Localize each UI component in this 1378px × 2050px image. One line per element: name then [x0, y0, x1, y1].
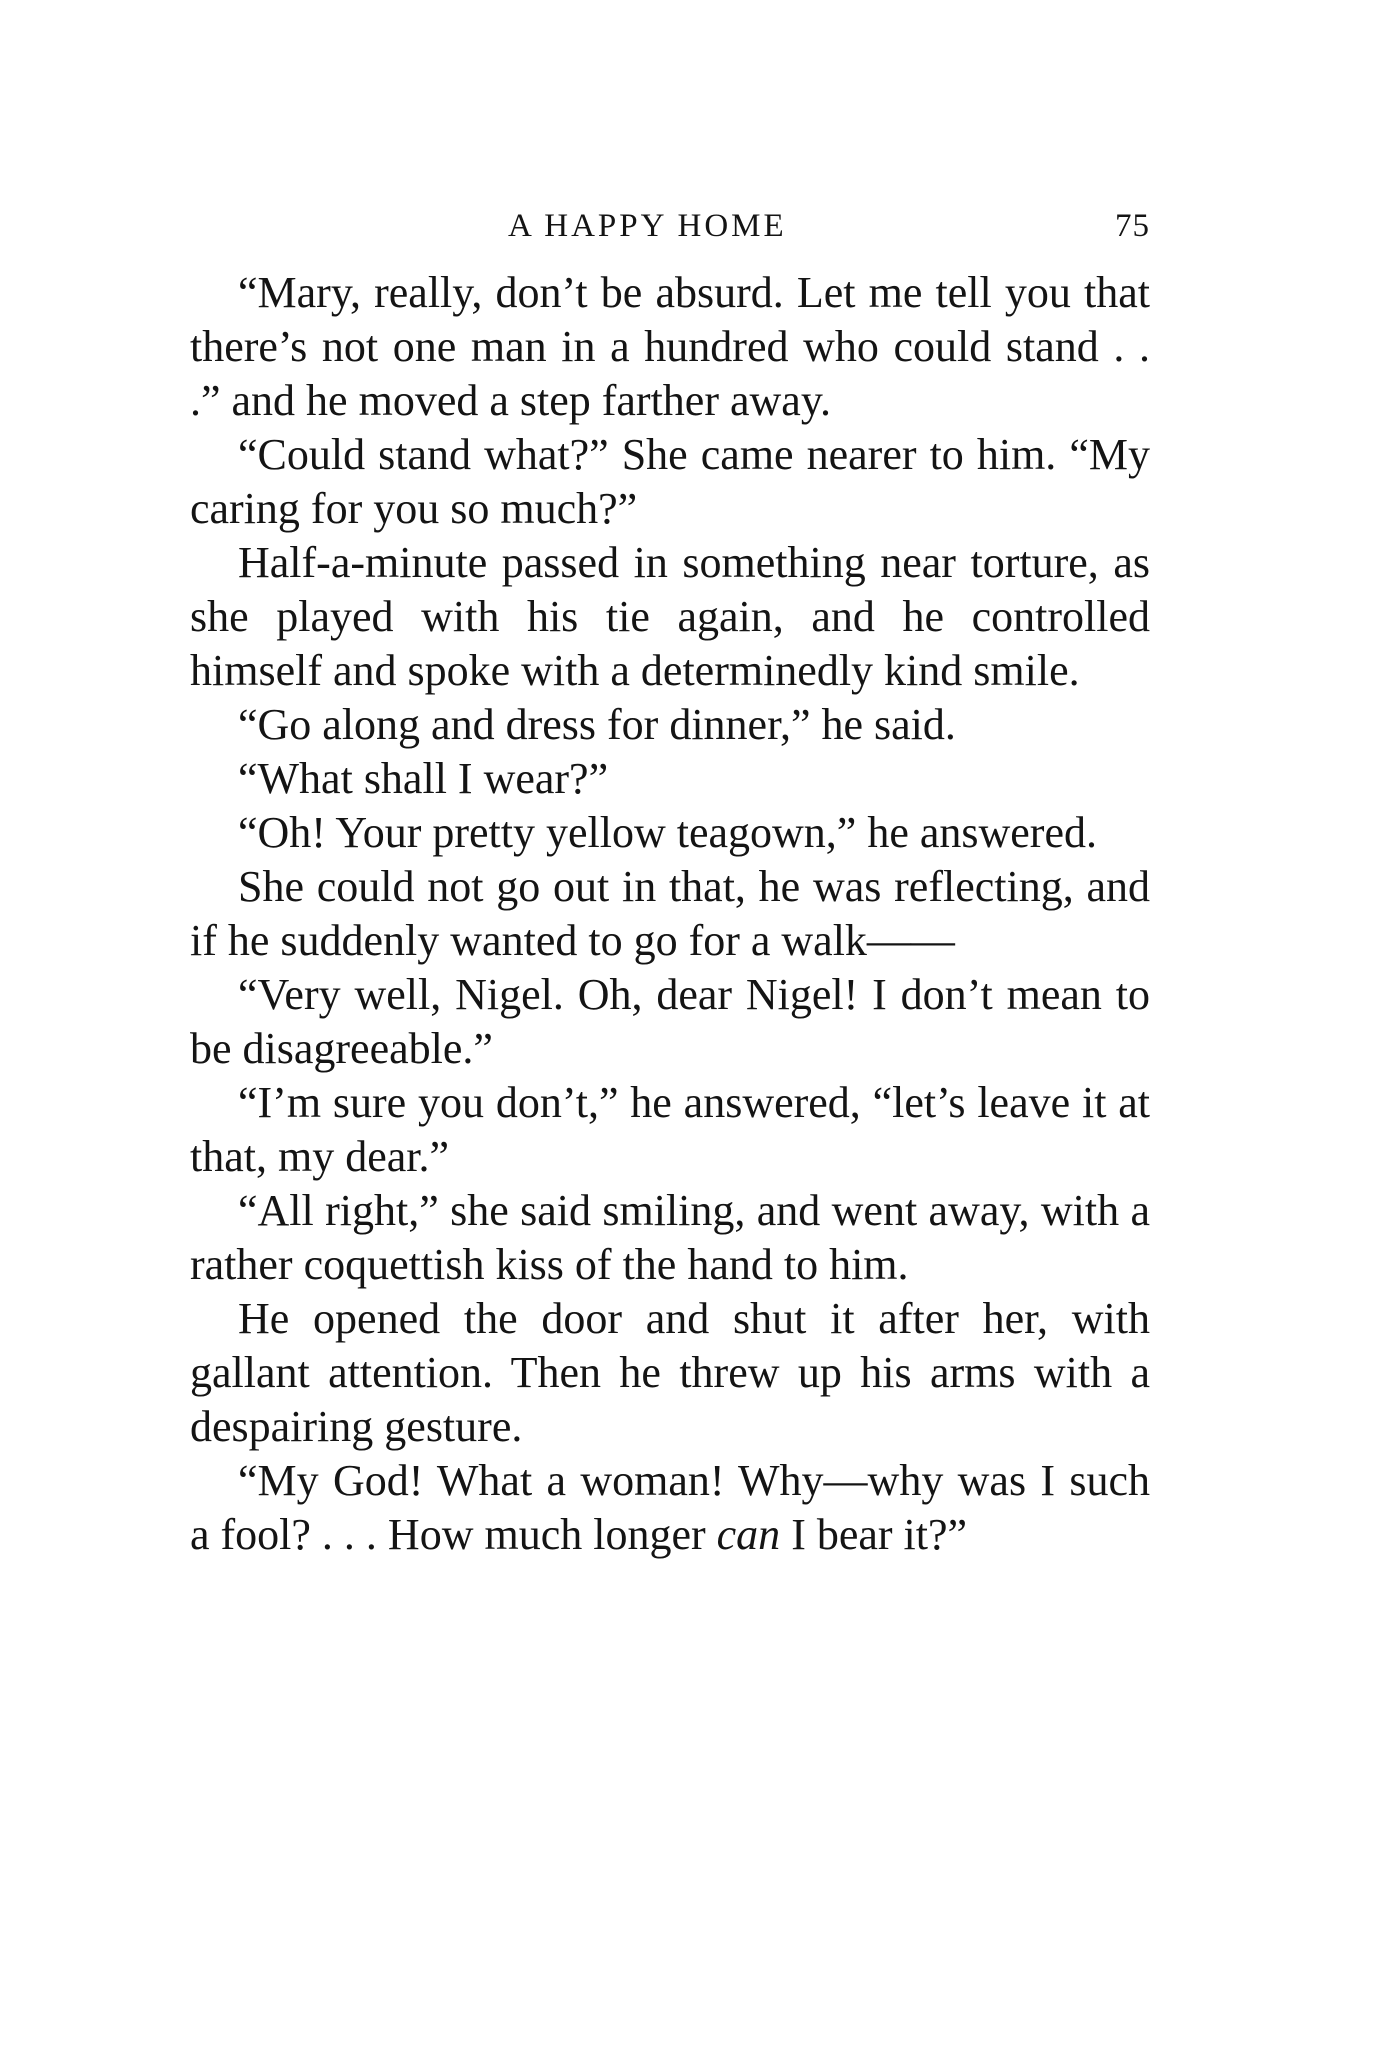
paragraph: Half-a-minute passed in something near torture, as she played with his tie again, and he controlled himself and spoke with a determinedly kind smile.	[190, 538, 1150, 695]
body-text	[190, 266, 1150, 1562]
paragraph: “Very well, Nigel. Oh, dear Nigel! I don’t mean to be disagreeable.”	[190, 970, 1150, 1073]
final-text-start: “My God! What a woman! Why—why was I such a fool? . . . How much longer	[190, 1456, 1150, 1559]
paragraph: He opened the door and shut it after her, with gallant attention. Then he threw up his arms with a despairing gesture.	[190, 1294, 1150, 1451]
page-number: 75	[1115, 208, 1150, 244]
paragraph: “Could stand what?” She came nearer to him. “My caring for you so much?”	[190, 430, 1150, 533]
italic-emphasis: can	[716, 1510, 781, 1559]
paragraph-final	[190, 1454, 1150, 1562]
paragraph: She could not go out in that, he was reflecting, and if he suddenly wanted to go for a walk——	[190, 862, 1150, 965]
final-text-end: I bear it?”	[780, 1510, 968, 1559]
paragraph: “Go along and dress for dinner,” he said.	[238, 700, 956, 749]
running-head	[190, 208, 1150, 252]
paragraph: “Oh! Your pretty yellow teagown,” he answered.	[238, 808, 1097, 857]
running-title: A HAPPY HOME	[508, 208, 787, 244]
paragraph: “What shall I wear?”	[238, 754, 609, 803]
paragraph: “Mary, really, don’t be absurd. Let me tell you that there’s not one man in a hundred who could stand . . .” and he moved a step farther away.	[190, 268, 1150, 425]
paragraph: “All right,” she said smiling, and went away, with a rather coquettish kiss of the hand to him.	[190, 1186, 1150, 1289]
paragraph: “I’m sure you don’t,” he answered, “let’s leave it at that, my dear.”	[190, 1078, 1150, 1181]
